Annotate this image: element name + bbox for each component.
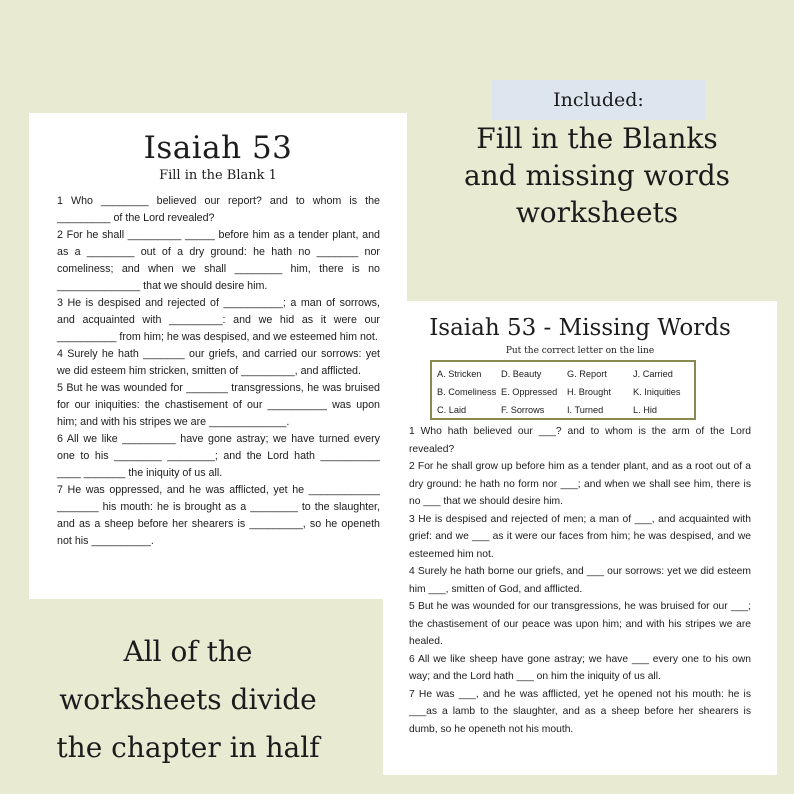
worksheet-missing-words: [383, 301, 777, 775]
word-bank-item: K. Iniquities: [633, 387, 681, 397]
word-bank-item: I. Turned: [567, 405, 604, 415]
verse-5: 5 But he was wounded for _______ transgressions, he was bruised for our iniquities: the chastisement of our __________ was upon him; and with his stripes we are _____________.: [57, 382, 380, 428]
headline-line: and missing words: [463, 159, 731, 192]
verse-6: 6 All we like sheep have gone astray; we have ___ every one to his own way; and the Lord hath ___ on him the iniquity of us all.: [409, 653, 751, 682]
verse-2: 2 For he shall _________ _____ before him as a tender plant, and as a ________ out of a dry ground: he hath no _______ nor comeliness; and when we shall ________ him, there is no ______________ that we should desire him.: [57, 229, 380, 292]
headline-line: the chapter in half: [56, 731, 320, 764]
verse-5: 5 But he was wounded for our transgressions, he was bruised for our ___; the chastisement of our peace was upon him; and with his stripes we are healed.: [409, 601, 751, 647]
verse-1: 1 Who hath believed our ___? and to whom is the arm of the Lord revealed?: [409, 426, 751, 455]
word-bank-item: L. Hid: [633, 405, 658, 415]
word-bank: [430, 360, 696, 420]
verse-1: 1 Who ________ believed our report? and to whom is the _________ of the Lord revealed?: [57, 195, 380, 224]
word-bank-item: E. Oppressed: [501, 387, 558, 397]
verse-list: [409, 423, 751, 738]
included-badge: Included:: [492, 80, 705, 120]
headline-chapter-division: [30, 628, 346, 772]
headline-line: All of the: [123, 635, 253, 668]
headline-line: worksheets divide: [59, 683, 317, 716]
word-bank-item: H. Brought: [567, 387, 611, 397]
verse-7: 7 He was ___, and he was afflicted, yet he opened not his mouth: he is ___as a lamb to the slaughter, and as a sheep before her shearers is dumb, so he openeth not his mouth.: [409, 688, 751, 735]
verse-3: 3 He is despised and rejected of __________; a man of sorrows, and acquainted with _________: and we hid as it were our __________ from him; he was despised, and we esteemed him not.: [57, 297, 380, 343]
verse-7: 7 He was oppressed, and he was afflicted, yet he ____________ _______ his mouth: he is brought as a ________ to the slaughter, and as a sheep before her shearers is _________, so he openeth not his __________.: [57, 484, 380, 547]
worksheet-subtitle: Fill in the Blank 1: [159, 168, 277, 183]
word-bank-item: A. Stricken: [437, 369, 482, 379]
word-bank-item: G. Report: [567, 369, 607, 379]
verse-3: 3 He is despised and rejected of men; a man of ___, and acquainted with grief: and we ___ as it were our faces from him; he was despised, and we esteemed him not.: [409, 513, 751, 560]
word-bank-item: F. Sorrows: [501, 405, 545, 415]
headline-line: worksheets: [515, 196, 679, 229]
headline-included-worksheets: [440, 120, 754, 231]
headline-line: Fill in the Blanks: [476, 122, 718, 155]
word-bank-item: B. Comeliness: [437, 387, 497, 397]
word-bank-item: C. Laid: [437, 405, 467, 415]
worksheet-fill-in-blank: [29, 113, 407, 599]
word-bank-item: J. Carried: [633, 369, 673, 379]
word-bank-item: D. Beauty: [501, 369, 542, 379]
verse-6: 6 All we like _________ have gone astray; we have turned every one to his ________ ________; and the Lord hath __________ ____ _______ the iniquity of us all.: [57, 433, 380, 479]
verse-list: [57, 193, 380, 550]
worksheet-subtitle: Put the correct letter on the line: [505, 346, 655, 356]
worksheet-title: Isaiah 53: [143, 130, 293, 166]
verse-4: 4 Surely he hath _______ our griefs, and carried our sorrows: yet we did esteem him stricken, smitten of _________, and afflicted.: [57, 348, 380, 377]
verse-4: 4 Surely he hath borne our griefs, and ___ our sorrows: yet we did esteem him ___, smitten of God, and afflicted.: [409, 566, 751, 595]
verse-2: 2 For he shall grow up before him as a tender plant, and as a root out of a dry ground: he hath no form nor ___; and when we shall see him, there is no ___ that we should desire him.: [409, 461, 751, 507]
worksheet-title: Isaiah 53 - Missing Words: [429, 315, 731, 341]
